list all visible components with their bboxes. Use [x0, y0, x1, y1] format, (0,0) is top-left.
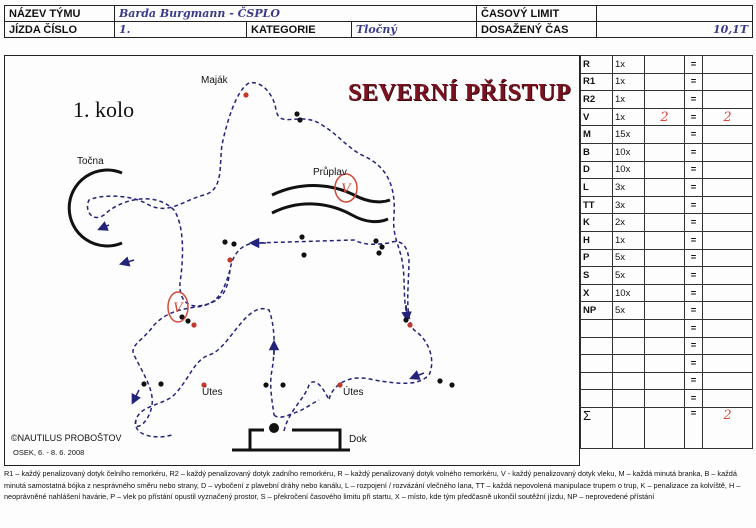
buoy	[337, 382, 342, 387]
penalty-multiplier: 1x	[613, 73, 645, 91]
label-utes-right: Útes	[343, 387, 364, 398]
buoy	[231, 241, 236, 246]
penalty-multiplier: 1x	[613, 56, 645, 74]
penalty-count	[645, 73, 685, 91]
penalty-multiplier: 1x	[613, 231, 645, 249]
course-title: SEVERNÍ PŘÍSTUP	[348, 80, 571, 106]
penalty-row	[581, 143, 753, 161]
label-dok: Dok	[349, 434, 367, 445]
penalty-count	[645, 91, 685, 109]
penalty-total	[703, 214, 753, 232]
buoy	[403, 317, 408, 322]
buoy	[243, 92, 248, 97]
team-name-value: Barda Burgmann - ČSPLO	[115, 6, 477, 22]
penalty-row	[581, 390, 753, 408]
header-table	[4, 5, 753, 38]
penalty-eq: =	[685, 355, 703, 373]
penalty-code: P	[581, 249, 613, 267]
buoy	[299, 234, 304, 239]
penalty-multiplier: 5x	[613, 267, 645, 285]
penalty-eq: =	[685, 108, 703, 126]
canal-wall-bottom	[272, 204, 388, 222]
penalty-row	[581, 196, 753, 214]
label-pruplav: Průplav	[313, 167, 347, 178]
penalty-row	[581, 249, 753, 267]
penalty-code	[581, 355, 613, 373]
penalty-eq: =	[685, 73, 703, 91]
penalty-row	[581, 302, 753, 320]
achieved-time-label: DOSAŽENÝ ČAS	[477, 22, 597, 38]
arrow-west	[134, 390, 139, 400]
penalty-count	[645, 126, 685, 144]
penalty-row	[581, 179, 753, 197]
buoy	[297, 117, 302, 122]
penalty-row	[581, 73, 753, 91]
penalty-count	[645, 179, 685, 197]
buoy	[141, 381, 146, 386]
penalty-eq: =	[685, 214, 703, 232]
place-date: OSEK, 6. - 8. 6. 2008	[13, 448, 85, 457]
arrow-turn	[102, 225, 109, 228]
penalty-code: L	[581, 179, 613, 197]
penalty-code: R2	[581, 91, 613, 109]
penalty-multiplier: 5x	[613, 249, 645, 267]
penalty-total	[703, 73, 753, 91]
penalty-code: D	[581, 161, 613, 179]
penalty-eq: =	[685, 372, 703, 390]
penalty-multiplier	[613, 319, 645, 337]
label-majak: Maják	[201, 75, 228, 86]
buoys	[141, 92, 454, 387]
sum-row	[581, 407, 753, 448]
copyright: ©NAUTILUS PROBOŠTOV	[11, 433, 122, 443]
penalty-eq: =	[685, 56, 703, 74]
penalty-total	[703, 231, 753, 249]
penalty-eq: =	[685, 302, 703, 320]
buoy	[301, 252, 306, 257]
penalty-multiplier: 3x	[613, 179, 645, 197]
penalty-row	[581, 91, 753, 109]
penalty-total	[703, 161, 753, 179]
penalty-count	[645, 231, 685, 249]
penalty-code: TT	[581, 196, 613, 214]
penalty-multiplier	[613, 372, 645, 390]
penalty-count	[645, 390, 685, 408]
penalty-row	[581, 337, 753, 355]
penalty-row	[581, 319, 753, 337]
penalty-count	[645, 372, 685, 390]
arrow-southeast	[414, 373, 424, 377]
penalty-total	[703, 302, 753, 320]
penalty-code: B	[581, 143, 613, 161]
buoy	[158, 381, 163, 386]
penalty-multiplier: 1x	[613, 108, 645, 126]
penalty-row	[581, 108, 753, 126]
legend-text: R1 – každý penalizovaný dotyk čelního remorkéru, R2 – každý penalizovaný dotyk zadního remorkéru, R – každý penalizovaný dotyk volného remorkéru, V - každý penalizovaný dotyk vleku, M – každá minutá branka, B – každá minutá samostatná bójka z nesprávného směru nebo strany, D – vybočení z plavební dráhy nebo kanálu, L – rozpojení / rozvázání vlečného lana, TT – každá nepovolená manipulace trupem o trup, K – penalizace za kolvíště, H – neoprávněné nahlášení havárie, P – vlek po přístání opustil vyznačený prostor, S – překročení časového limitu při startu, X – místo, kde tým předčasně ukončil soutěžní jízdu, NP – neprovedené přístání	[4, 469, 741, 501]
penalty-count	[645, 337, 685, 355]
penalty-multiplier: 1x	[613, 91, 645, 109]
penalty-multiplier	[613, 337, 645, 355]
penalty-multiplier	[613, 355, 645, 373]
arrow-east	[406, 305, 407, 317]
penalty-multiplier: 3x	[613, 196, 645, 214]
penalty-total	[703, 337, 753, 355]
penalty-count	[645, 56, 685, 74]
course-path-southwest	[136, 420, 172, 437]
penalty-count	[645, 161, 685, 179]
penalty-eq: =	[685, 231, 703, 249]
penalty-code	[581, 319, 613, 337]
penalty-total	[703, 355, 753, 373]
course-path-main	[87, 83, 431, 431]
penalty-count	[645, 319, 685, 337]
dock-left-wall	[250, 430, 264, 450]
penalty-count	[645, 302, 685, 320]
buoy	[280, 382, 285, 387]
penalty-total	[703, 372, 753, 390]
penalty-eq: =	[685, 284, 703, 302]
penalty-code: R	[581, 56, 613, 74]
penalty-total	[703, 179, 753, 197]
penalty-count	[645, 143, 685, 161]
penalty-count	[645, 284, 685, 302]
penalty-total	[703, 284, 753, 302]
run-number-value: 1.	[115, 22, 247, 38]
penalty-count: 2	[645, 108, 685, 126]
penalty-code	[581, 390, 613, 408]
penalty-eq: =	[685, 143, 703, 161]
penalty-row	[581, 267, 753, 285]
dock-right-wall	[292, 430, 340, 450]
penalty-total	[703, 390, 753, 408]
penalty-multiplier: 10x	[613, 284, 645, 302]
penalty-count	[645, 214, 685, 232]
time-limit-label: ČASOVÝ LIMIT	[477, 6, 597, 22]
canal-wall-top	[272, 186, 390, 202]
penalty-multiplier	[613, 390, 645, 408]
penalty-multiplier: 10x	[613, 161, 645, 179]
penalty-code	[581, 372, 613, 390]
penalty-total	[703, 196, 753, 214]
penalty-total	[703, 143, 753, 161]
buoy	[227, 257, 232, 262]
run-number-label: JÍZDA ČÍSLO	[5, 22, 115, 38]
buoy	[263, 382, 268, 387]
course-path-west	[133, 270, 274, 426]
penalty-multiplier: 15x	[613, 126, 645, 144]
buoy	[437, 378, 442, 383]
penalty-eq: =	[685, 91, 703, 109]
penalty-total	[703, 126, 753, 144]
penalty-count	[645, 267, 685, 285]
penalty-code: NP	[581, 302, 613, 320]
penalty-row	[581, 126, 753, 144]
buoy	[379, 244, 384, 249]
penalty-eq: =	[685, 249, 703, 267]
sum-symbol: Σ	[581, 407, 613, 448]
penalty-total: 2	[703, 108, 753, 126]
penalty-total	[703, 249, 753, 267]
penalty-count	[645, 249, 685, 267]
penalty-eq: =	[685, 267, 703, 285]
penalty-eq: =	[685, 161, 703, 179]
penalty-row	[581, 231, 753, 249]
penalty-multiplier: 5x	[613, 302, 645, 320]
penalty-row	[581, 161, 753, 179]
penalty-code: H	[581, 231, 613, 249]
penalty-code: V	[581, 108, 613, 126]
penalty-code: X	[581, 284, 613, 302]
round-title: 1. kolo	[73, 97, 135, 122]
penalty-total	[703, 91, 753, 109]
time-limit-value	[597, 6, 753, 22]
buoy	[294, 111, 299, 116]
penalty-eq: =	[685, 337, 703, 355]
category-label: KATEGORIE	[247, 22, 352, 38]
buoy	[376, 250, 381, 255]
achieved-time-value: 10,1T	[597, 22, 753, 38]
penalty-total	[703, 56, 753, 74]
sum-eq: =	[685, 407, 703, 448]
sum-value: 2	[703, 407, 753, 448]
penalty-table	[580, 55, 753, 449]
penalty-count	[645, 196, 685, 214]
penalty-count	[645, 355, 685, 373]
buoy	[191, 322, 196, 327]
course-path-dock-exit	[274, 400, 319, 417]
penalty-code: M	[581, 126, 613, 144]
penalty-row	[581, 284, 753, 302]
penalty-code: R1	[581, 73, 613, 91]
category-value: Tločný	[352, 22, 477, 38]
buoy	[222, 239, 227, 244]
penalty-total	[703, 267, 753, 285]
buoy	[373, 238, 378, 243]
penalty-eq: =	[685, 319, 703, 337]
v-mark-west: V	[173, 301, 183, 316]
penalty-total	[703, 319, 753, 337]
penalty-eq: =	[685, 126, 703, 144]
penalty-row	[581, 355, 753, 373]
start-buoy	[269, 423, 279, 433]
penalty-row	[581, 214, 753, 232]
penalty-code: S	[581, 267, 613, 285]
label-utes-left: Útes	[202, 387, 223, 398]
buoy	[449, 382, 454, 387]
arrow-circle	[124, 260, 134, 263]
penalty-multiplier: 2x	[613, 214, 645, 232]
penalty-eq: =	[685, 196, 703, 214]
penalty-eq: =	[685, 390, 703, 408]
penalty-multiplier: 10x	[613, 143, 645, 161]
penalty-code	[581, 337, 613, 355]
penalty-row	[581, 372, 753, 390]
v-mark-canal: V	[341, 182, 351, 197]
label-tocna: Točna	[77, 156, 104, 167]
penalty-eq: =	[685, 179, 703, 197]
team-name-label: NÁZEV TÝMU	[5, 6, 115, 22]
penalty-code: K	[581, 214, 613, 232]
buoy	[407, 322, 412, 327]
penalty-row	[581, 56, 753, 74]
buoy	[185, 318, 190, 323]
